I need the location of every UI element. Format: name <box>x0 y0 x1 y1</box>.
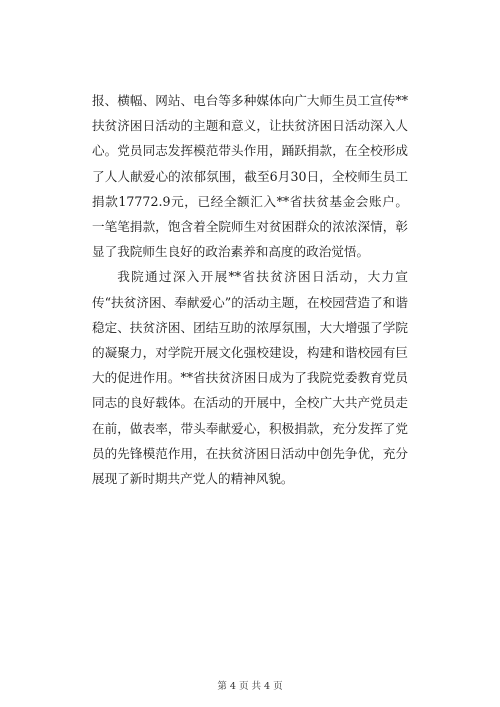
paragraph-summary: 我院通过深入开展**省扶贫济困日活动，大力宣传“扶贫济困、奉献爱心”的活动主题，在校园营造了和谐稳定、扶贫济困、团结互助的浓厚氛围，大大增强了学院的凝聚力，对学院开展文化强校建设，构建和谐校园有巨大的促进作用。**省扶贫济困日成为了我院党委教育党员同志的良好载体。在活动的开展中，全校广大共产党员走在前，做表率，带头奉献爱心，积极捐款，充分发挥了党员的先锋模范作用，在扶贫济困日活动中创先争优，充分展现了新时期共产党人的精神风貌。 <box>92 269 408 487</box>
page-footer: 第 4 页 共 4 页 <box>217 681 283 692</box>
document-body <box>92 88 408 491</box>
paragraph-continued: 报、横幅、网站、电台等多种媒体向广大师生员工宣传**扶贫济困日活动的主题和意义，让扶贫济困日活动深入人心。党员同志发挥模范带头作用，踊跃捐款，在全校形成了人人献爱心的浓郁氛围，截至6月30日，全校师生员工捐款17772.9元，已经全额汇入**省扶贫基金会账户。一笔笔捐款，饱含着全院师生对贫困群众的浓浓深情，彰显了我院师生良好的政治素养和高度的政治觉悟。 <box>92 93 408 260</box>
